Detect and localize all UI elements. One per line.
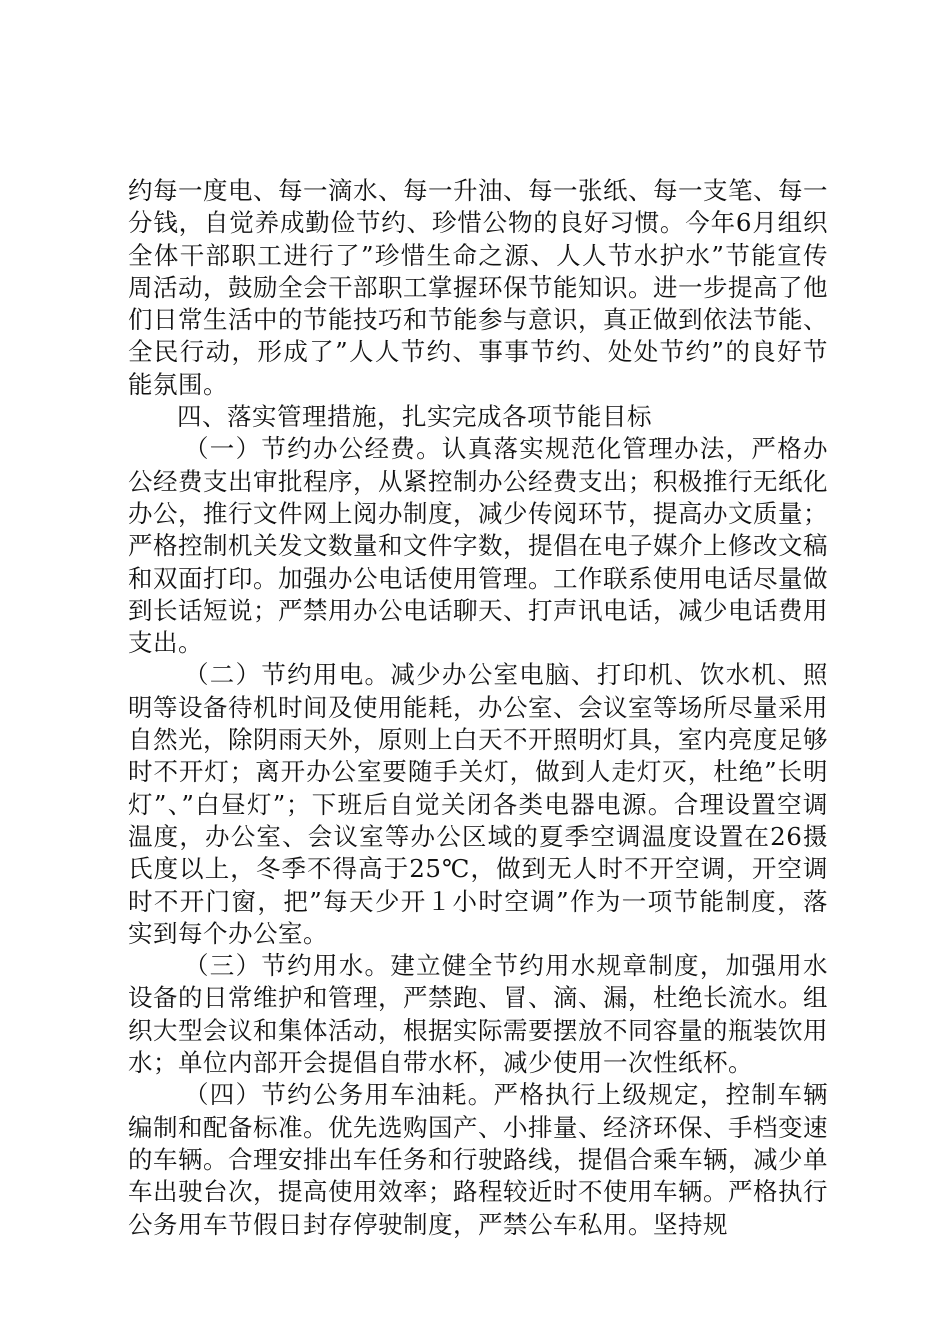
paragraph-continuation: 约每一度电、每一滴水、每一升油、每一张纸、每一支笔、每一分钱，自觉养成勤俭节约、珍惜公物的良好习惯。今年6月组织全体干部职工进行了”珍惜生命之源、人人节水护水”节能宣传周活动，鼓励全会干部职工掌握环保节能知识。进一步提高了他们日常生活中的节能技巧和节能参与意识，真正做到依法节能、全民行动，形成了”人人节约、事事节约、处处节约”的良好节能氛围。	[128, 176, 828, 399]
paragraph-vehicle-fuel: （四）节约公务用车油耗。严格执行上级规定，控制车辆编制和配备标准。优先选购国产、小排量、经济环保、手档变速的车辆。合理安排出车任务和行驶路线，提倡合乘车辆，减少单车出驶台次，提高使用效率；路程较近时不使用车辆。严格执行公务用车节假日封存停驶制度，严禁公车私用。坚持规	[128, 1080, 828, 1239]
paragraph-electricity: （二）节约用电。减少办公室电脑、打印机、饮水机、照明等设备待机时间及使用能耗，办公室、会议室等场所尽量采用自然光，除阴雨天外，原则上白天不开照明灯具，室内亮度足够时不开灯；离开办公室要随手关灯，做到人走灯灭，杜绝”长明灯”、”白昼灯”；下班后自觉关闭各类电器电源。合理设置空调温度，办公室、会议室等办公区域的夏季空调温度设置在26摄氏度以上，冬季不得高于25℃，做到无人时不开空调，开空调时不开门窗，把”每天少开１小时空调”作为一项节能制度，落实到每个办公室。	[128, 660, 828, 948]
section-heading-four: 四、落实管理措施，扎实完成各项节能目标	[177, 402, 652, 432]
paragraph-water: （三）节约用水。建立健全节约用水规章制度，加强用水设备的日常维护和管理，严禁跑、冒、滴、漏，杜绝长流水。组织大型会议和集体活动，根据实际需要摆放不同容量的瓶装饮用水；单位内部开会提倡自带水杯，减少使用一次性纸杯。	[128, 951, 828, 1078]
paragraph-office-expenses: （一）节约办公经费。认真落实规范化管理办法，严格办公经费支出审批程序，从紧控制办公经费支出；积极推行无纸化办公，推行文件网上阅办制度，减少传阅环节，提高办文质量；严格控制机关发文数量和文件字数，提倡在电子媒介上修改文稿和双面打印。加强办公电话使用管理。工作联系使用电话尽量做到长话短说；严禁用办公电话聊天、打声讯电话，减少电话费用支出。	[128, 434, 828, 658]
document-body	[128, 175, 828, 1241]
